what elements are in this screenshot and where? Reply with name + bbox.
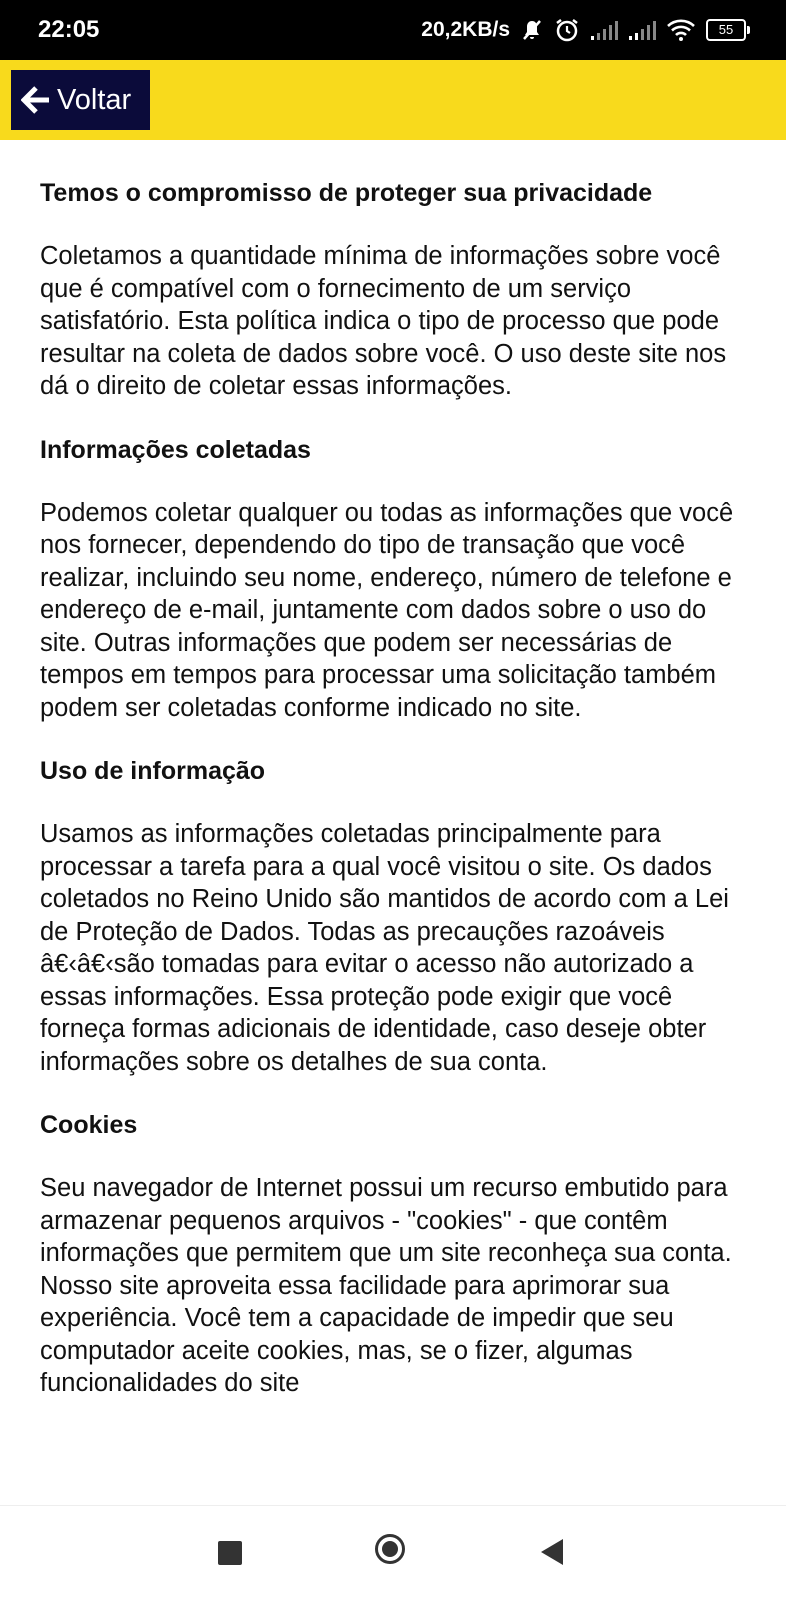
section-title: Uso de informação [40,757,266,785]
status-time: 22:05 [38,16,100,43]
privacy-content[interactable] [40,160,754,1505]
section-body: Seu navegador de Internet possui um recurso embutido para armazenar pequenos arquivos - "cookies" - que contêm informações que permitem que um site reconheça sua conta. Nosso site aproveita essa facilidade para aprimorar sua experiência. Você tem a capacidade de impedir que seu computador aceite cookies, mas, se o fizer, algumas funcionalidades do site [40,1174,732,1397]
status-icons [421,17,746,43]
section-body: Usamos as informações coletadas principalmente para processar a tarefa para a qual você visitou o site. Os dados coletados no Reino Unido são mantidos de acordo com a Lei de Proteção de Dados. Todas as precauções razoáveis â€‹â€‹são tomadas para evitar o acesso não autorizado a essas informações. Essa proteção pode exigir que você forneça formas adicionais de identidade, caso deseje obter informações sobre os detalhes de sua conta. [40,820,729,1076]
mute-icon [520,18,544,42]
section [40,433,754,725]
wifi-icon [666,18,696,42]
alarm-icon [554,17,580,43]
back-label: Voltar [57,83,132,116]
section-body: Podemos coletar qualquer ou todas as informações que você nos fornecer, dependendo do tipo de transação que você realizar, incluindo seu nome, endereço, número de telefone e endereço de e-mail, juntamente com dados sobre o uso do site. Outras informações que podem ser necessárias de tempos em tempos para processar uma solicitação também podem ser coletadas conforme indicado no site. [40,498,734,722]
section-title: Temos o compromisso de proteger sua privacidade [40,179,653,207]
battery-icon: 55 [706,19,746,41]
section-body: Coletamos a quantidade mínima de informações sobre você que é compatível com o fornecimento de um serviço satisfatório. Esta política indica o tipo de processo que pode resultar na coleta de dados sobre você. O uso deste site nos dá o direito de coletar essas informações. [40,242,727,400]
section [40,754,754,1078]
system-nav-bar [0,1505,786,1601]
signal-icon [590,19,618,41]
status-bar [0,0,786,60]
recents-icon[interactable] [218,1541,242,1565]
section [40,1108,754,1400]
section-title: Informações coletadas [40,435,311,464]
signal-icon [628,19,656,41]
section [40,176,754,403]
back-button[interactable] [11,70,150,130]
home-icon[interactable] [375,1534,405,1564]
back-icon[interactable] [541,1539,563,1565]
arrow-left-icon [21,85,51,115]
network-speed: 20,2KB/s [421,18,510,41]
app-header [0,60,786,140]
section-title: Cookies [40,1111,138,1139]
